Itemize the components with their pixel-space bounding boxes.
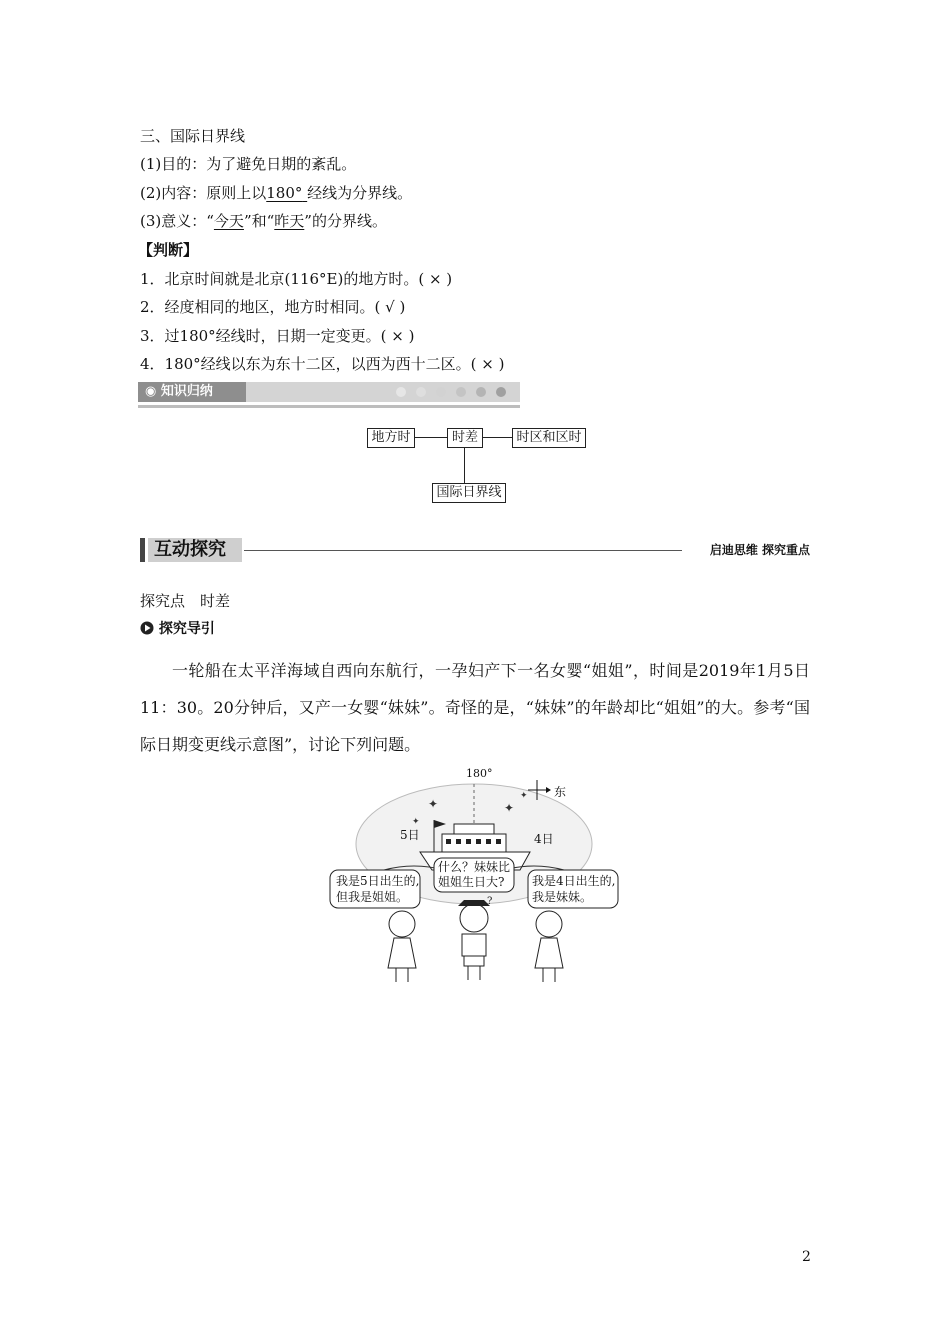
concept-date-line: 国际日界线 (432, 483, 506, 503)
judge-item: 3．过180°经线时，日期一定变更。( × ) (140, 327, 415, 345)
decor-dot (436, 387, 446, 397)
meaning-line (140, 210, 387, 232)
explore-point: 探究点 时差 (140, 592, 231, 610)
section-header-rule (244, 550, 682, 551)
content-line (140, 182, 412, 204)
svg-text:✦: ✦ (504, 801, 515, 815)
west-date-label: 5日 (400, 828, 420, 842)
meaning-mid: ”和“ (243, 212, 275, 230)
concept-time-difference: 时差 (447, 428, 483, 448)
purpose-line: (1)目的：为了避免日期的紊乱。 (140, 155, 357, 173)
concept-local-time: 地方时 (367, 428, 415, 448)
decor-dot (476, 387, 486, 397)
meaning-yesterday: 昨天 (274, 212, 305, 230)
date-line-illustration (324, 766, 624, 986)
meridian-label: 180° (466, 767, 493, 780)
page-number: 2 (802, 1249, 811, 1265)
meaning-suffix: ”的分界线。 (304, 212, 387, 230)
east-label: 东 (554, 785, 567, 799)
section-heading: 三、国际日界线 (140, 127, 246, 145)
content-suffix: 经线为分界线。 (307, 184, 413, 202)
decor-dot (416, 387, 426, 397)
explore-guide-title: 探究导引 (158, 621, 215, 637)
content-prefix: (2)内容：原则上以 (140, 184, 267, 202)
knowledge-summary-bar (138, 382, 520, 408)
east-date-label: 4日 (534, 832, 554, 846)
explore-paragraph: 一轮船在太平洋海域自西向东航行，一孕妇产下一名女婴“姐姐”，时间是2019年1月5日11：30。20分钟后，又产一女婴“妹妹”。奇怪的是，“妹妹”的年龄却比“姐姐”的大。参考“国际日期变更线示意图”，讨论下列问题。 (140, 661, 810, 754)
meaning-prefix: (3)意义：“ (140, 212, 214, 230)
judge-item: 2．经度相同的地区，地方时相同。( √ ) (140, 298, 406, 316)
decor-dot (456, 387, 466, 397)
judge-item: 1．北京时间就是北京(116°E)的地方时。( × ) (140, 270, 453, 288)
section-header-title: 互动探究 (154, 539, 226, 560)
explore-guide (140, 620, 215, 638)
concept-time-zone: 时区和区时 (512, 428, 586, 448)
bubble-left: 我是5日出生的, 但我是姐姐。 (336, 874, 420, 904)
svg-text:✦: ✦ (520, 791, 528, 801)
decor-dot (396, 387, 406, 397)
decor-dot (496, 387, 506, 397)
section-header-bar (140, 538, 145, 562)
knowledge-bar-title: ◉ 知识归纳 (145, 384, 213, 399)
svg-text:?: ? (487, 896, 493, 907)
svg-text:✦: ✦ (412, 817, 420, 827)
svg-text:✦: ✦ (428, 797, 439, 811)
section-header-subtitle: 启迪思维 探究重点 (709, 543, 810, 557)
meaning-today: 今天 (213, 212, 244, 230)
bubble-middle: 什么？妹妹比 姐姐生日大? (438, 860, 511, 889)
content-underline: 180° (266, 184, 303, 202)
play-circle-icon (140, 621, 154, 635)
judge-heading: 【判断】 (138, 241, 199, 259)
bubble-right: 我是4日出生的, 我是妹妹。 (532, 874, 616, 904)
judge-item: 4．180°经线以东为东十二区，以西为西十二区。( × ) (140, 355, 505, 373)
